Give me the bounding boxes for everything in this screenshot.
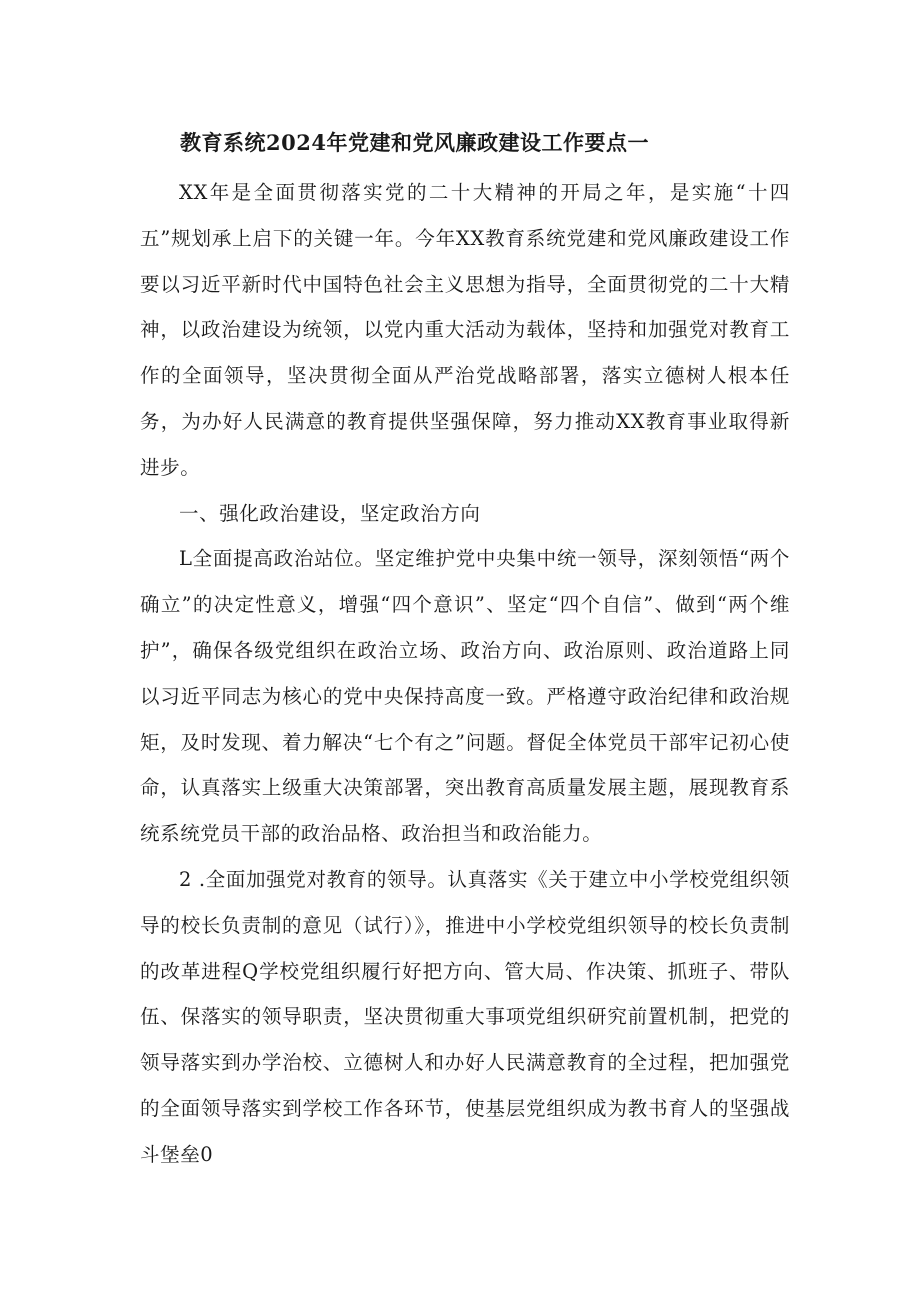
document-body (140, 170, 790, 1178)
intro-paragraph: XX年是全面贯彻落实党的二十大精神的开局之年，是实施“十四五”规划承上启下的关键一年。今年XX教育系统党建和党风廉政建设工作要以习近平新时代中国特色社会主义思想为指导，全面贯彻党的二十大精神，以政治建设为统领，以党内重大活动为载体，坚持和加强党对教育工作的全面领导，坚决贯彻全面从严治党战略部署，落实立德树人根本任务，为办好人民满意的教育提供坚强保障，努力推动XX教育事业取得新进步。 (140, 181, 790, 479)
document-title: 教育系统2024年党建和党风廉政建设工作要点一 (180, 130, 649, 155)
section-heading-1: 一、强化政治建设，坚定政治方向 (179, 501, 481, 525)
item-paragraph-1: L全面提高政治站位。坚定维护党中央集中统一领导，深刻领悟“两个确立”的决定性意义，增强“四个意识”、坚定“四个自信”、做到“两个维护”，确保各级党组织在政治立场、政治方向、政治原则、政治道路上同以习近平同志为核心的党中央保持高度一致。严格遵守政治纪律和政治规矩，及时发现、着力解决“七个有之”问题。督促全体党员干部牢记初心使命，认真落实上级重大决策部署，突出教育高质量发展主题，展现教育系统系统党员干部的政治品格、政治担当和政治能力。 (140, 547, 790, 846)
item-paragraph-2: 2 .全面加强党对教育的领导。认真落实《关于建立中小学校党组织领导的校长负责制的意见（试行）》，推进中小学校党组织领导的校长负责制的改革进程Q学校党组织履行好把方向、管大局、作决策、抓班子、带队伍、保落实的领导职责，坚决贯彻重大事项党组织研究前置机制，把党的领导落实到办学治校、立德树人和办好人民满意教育的全过程，把加强党的全面领导落实到学校工作各环节，使基层党组织成为教书育人的坚强战斗堡垒0 (140, 867, 790, 1166)
